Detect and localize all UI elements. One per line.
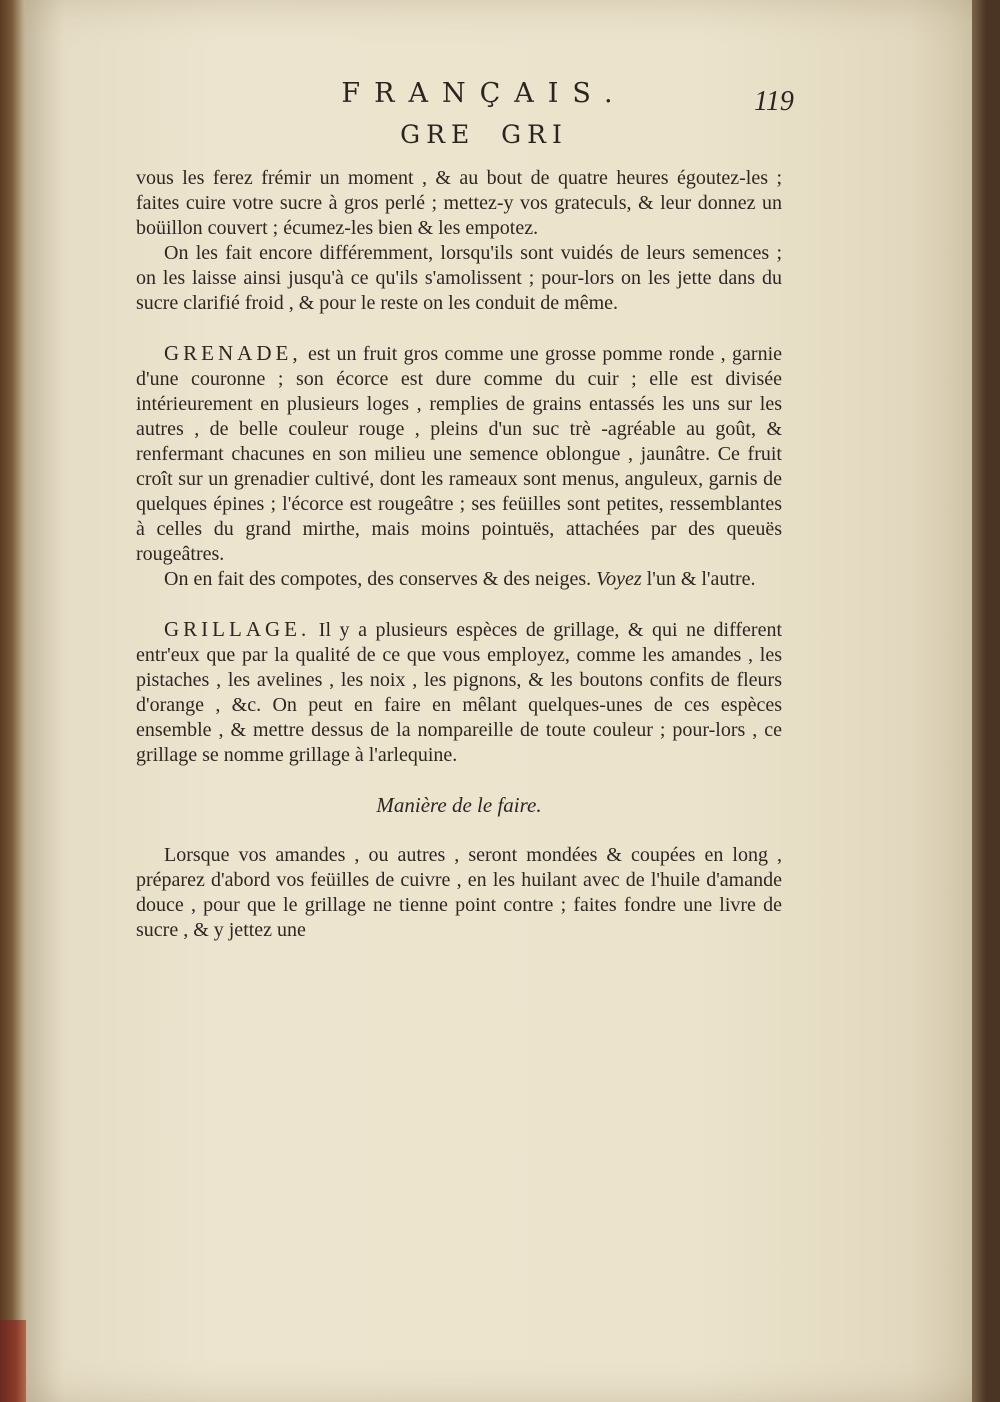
compotes-voyez: Voyez: [596, 568, 642, 590]
guide-words: [26, 120, 986, 149]
paragraph-second-method: On les fait encore différemment, lorsqu'ils sont vuidés de leurs semences ; on les laisse ainsi jusqu'à ce qu'ils s'amolissent ; pour-lors on les jette dans du sucre clarifié froid , & pour le reste on les conduit de même.: [136, 242, 782, 314]
running-title: FRANÇAIS.: [341, 78, 627, 109]
paragraph-recipe: Lorsque vos amandes , ou autres , seront mondées & coupées en long , préparez d'abord vos feüilles de cuivre , en les huilant avec de l'huile d'amande douce , pour que le grillage ne tienne point contre ; faites fondre une livre de sucre , & y jettez une: [136, 844, 782, 941]
binding-spine-band: [0, 1320, 26, 1402]
guide-word-first: GRE: [400, 120, 476, 149]
page-number: 119: [754, 86, 794, 117]
subheading: Manière de le faire.: [376, 793, 542, 817]
paragraph-continuation: vous les ferez frémir un moment , & au bout de quatre heures égoutez-les ; faites cuire votre sucre à gros perlé ; mettez-y vos grateculs, & leur donnez un boüillon couvert ; écumez-les bien & les empotez.: [136, 167, 782, 239]
entry-head-grillage: GRILLAGE.: [164, 617, 311, 641]
guide-word-last: GRI: [501, 120, 568, 149]
compotes-text: On en fait des compotes, des conserves & des neiges.: [164, 568, 592, 590]
entry-grenade: [136, 341, 782, 567]
entry-text-grillage: Il y a plusieurs espèces de grillage, & qui ne different entr'eux que par la qualité de ce que vous employez, comme les amandes , les pistaches , les avelines , les noix , les pignons, & les boutons confits de fleurs d'orange , &c. On peut en faire en mêlant quelques-unes de ces espèces ensemble , & mettre dessus de la nompareille de toute couleur ; pour-lors , ce grillage se nomme grillage à l'arlequine.: [136, 619, 783, 766]
paragraph-compotes: [136, 567, 782, 592]
compotes-end: l'un & l'autre.: [646, 568, 756, 590]
book-page: [26, 0, 986, 1402]
entry-head-grenade: GRENADE,: [164, 341, 302, 365]
page-edge: [972, 0, 986, 1402]
text-block: [136, 166, 782, 943]
entry-grillage: [136, 617, 782, 768]
entry-text-grenade: est un fruit gros comme une grosse pomme ronde , garnie d'une couronne ; son écorce est dure comme du cuir ; elle est divisée intérieurement en plusieurs loges , remplies de grains entassés les uns sur les autres , de belle couleur rouge , pleins d'un suc trè -agréable au goût, & renfermant chacunes en son milieu une semence oblongue , jaunâtre. Ce fruit croît sur un grenadier cultivé, dont les rameaux sont menus, anguleux, garnis de quelques épines ; l'écorce est rougeâtre ; ses feüilles sont petites, ressemblantes à celles du grand mirthe, mais moins pointuës, attachées par des queuës rougeâtres.: [136, 343, 783, 565]
running-head: [26, 78, 986, 109]
